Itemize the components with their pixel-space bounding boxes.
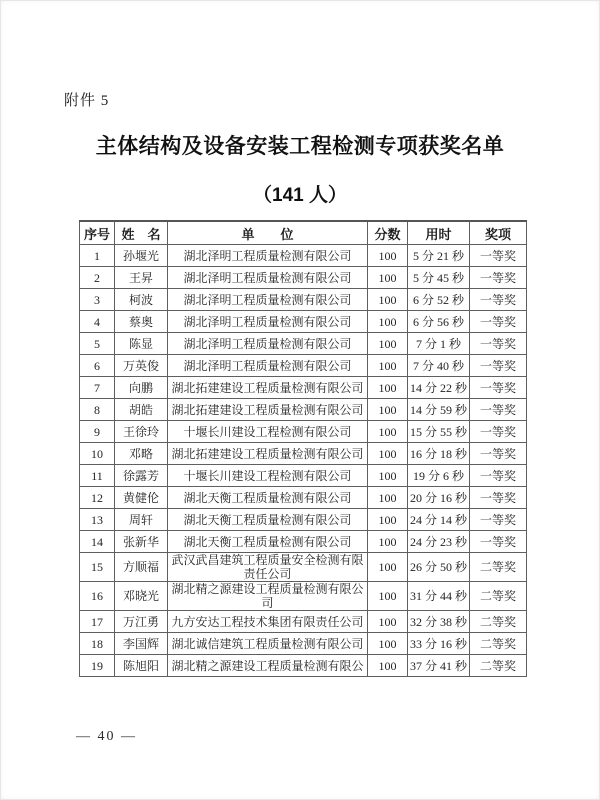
cell-name: 周轩	[115, 509, 168, 531]
cell-score: 100	[368, 355, 408, 377]
cell-name: 陈显	[115, 333, 168, 355]
cell-time: 15 分 55 秒	[408, 421, 470, 443]
table-row	[80, 355, 527, 377]
cell-no: 6	[80, 355, 115, 377]
cell-score: 100	[368, 509, 408, 531]
cell-score: 100	[368, 611, 408, 633]
table-row	[80, 487, 527, 509]
table-row	[80, 267, 527, 289]
cell-time: 24 分 14 秒	[408, 509, 470, 531]
cell-no: 4	[80, 311, 115, 333]
table-body	[80, 245, 527, 677]
cell-unit: 湖北拓建建设工程质量检测有限公司	[168, 399, 368, 421]
cell-score: 100	[368, 531, 408, 553]
cell-name: 向鹏	[115, 377, 168, 399]
cell-no: 13	[80, 509, 115, 531]
table-row	[80, 333, 527, 355]
cell-name: 黄健伦	[115, 487, 168, 509]
cell-unit: 湖北泽明工程质量检测有限公司	[168, 333, 368, 355]
cell-unit: 湖北精之源建设工程质量检测有限公	[168, 655, 368, 677]
cell-unit: 十堰长川建设工程检测有限公司	[168, 465, 368, 487]
cell-no: 18	[80, 633, 115, 655]
cell-no: 10	[80, 443, 115, 465]
col-header-score: 分数	[368, 221, 408, 245]
cell-award: 一等奖	[470, 487, 527, 509]
cell-score: 100	[368, 421, 408, 443]
table-row	[80, 465, 527, 487]
cell-score: 100	[368, 311, 408, 333]
cell-award: 一等奖	[470, 421, 527, 443]
col-header-time: 用时	[408, 221, 470, 245]
cell-no: 19	[80, 655, 115, 677]
header-row	[80, 221, 527, 245]
cell-award: 一等奖	[470, 531, 527, 553]
cell-score: 100	[368, 582, 408, 611]
table-row	[80, 443, 527, 465]
cell-time: 26 分 50 秒	[408, 553, 470, 582]
table-row	[80, 655, 527, 677]
cell-unit: 湖北天衡工程质量检测有限公司	[168, 509, 368, 531]
cell-time: 24 分 23 秒	[408, 531, 470, 553]
cell-award: 二等奖	[470, 655, 527, 677]
cell-unit: 湖北拓建建设工程质量检测有限公司	[168, 443, 368, 465]
cell-award: 一等奖	[470, 311, 527, 333]
cell-unit: 湖北泽明工程质量检测有限公司	[168, 289, 368, 311]
cell-award: 一等奖	[470, 509, 527, 531]
cell-name: 张新华	[115, 531, 168, 553]
cell-no: 15	[80, 553, 115, 582]
page-title: 主体结构及设备安装工程检测专项获奖名单	[95, 135, 505, 158]
cell-award: 一等奖	[470, 465, 527, 487]
cell-score: 100	[368, 633, 408, 655]
cell-name: 蔡奥	[115, 311, 168, 333]
cell-award: 一等奖	[470, 333, 527, 355]
table-row	[80, 611, 527, 633]
cell-award: 二等奖	[470, 553, 527, 582]
cell-name: 陈旭阳	[115, 655, 168, 677]
table-header	[80, 221, 527, 245]
cell-unit: 湖北泽明工程质量检测有限公司	[168, 355, 368, 377]
table-row	[80, 245, 527, 267]
cell-score: 100	[368, 399, 408, 421]
cell-time: 19 分 6 秒	[408, 465, 470, 487]
cell-score: 100	[368, 443, 408, 465]
table-row	[80, 399, 527, 421]
cell-no: 9	[80, 421, 115, 443]
cell-time: 6 分 56 秒	[408, 311, 470, 333]
cell-award: 一等奖	[470, 355, 527, 377]
cell-award: 一等奖	[470, 289, 527, 311]
table-row	[80, 377, 527, 399]
cell-time: 7 分 1 秒	[408, 333, 470, 355]
cell-unit: 湖北天衡工程质量检测有限公司	[168, 487, 368, 509]
page-number: — 40 —	[76, 729, 137, 744]
cell-no: 17	[80, 611, 115, 633]
cell-time: 16 分 18 秒	[408, 443, 470, 465]
cell-time: 14 分 22 秒	[408, 377, 470, 399]
col-header-no: 序号	[80, 221, 115, 245]
cell-score: 100	[368, 267, 408, 289]
cell-name: 万江勇	[115, 611, 168, 633]
col-header-name: 姓 名	[115, 221, 168, 245]
cell-unit: 武汉武昌建筑工程质量安全检测有限责任公司	[168, 553, 368, 582]
cell-no: 5	[80, 333, 115, 355]
cell-unit: 湖北天衡工程质量检测有限公司	[168, 531, 368, 553]
table-row	[80, 311, 527, 333]
cell-name: 王徐玲	[115, 421, 168, 443]
cell-award: 一等奖	[470, 245, 527, 267]
cell-award: 一等奖	[470, 443, 527, 465]
cell-award: 二等奖	[470, 611, 527, 633]
cell-score: 100	[368, 245, 408, 267]
award-table	[79, 220, 527, 677]
cell-name: 孙堰光	[115, 245, 168, 267]
cell-score: 100	[368, 553, 408, 582]
cell-time: 14 分 59 秒	[408, 399, 470, 421]
cell-score: 100	[368, 465, 408, 487]
col-header-unit: 单 位	[168, 221, 368, 245]
cell-name: 方顺福	[115, 553, 168, 582]
cell-name: 徐露芳	[115, 465, 168, 487]
cell-time: 5 分 45 秒	[408, 267, 470, 289]
cell-award: 二等奖	[470, 633, 527, 655]
cell-score: 100	[368, 289, 408, 311]
cell-unit: 湖北诚信建筑工程质量检测有限公司	[168, 633, 368, 655]
cell-name: 邓略	[115, 443, 168, 465]
cell-time: 37 分 41 秒	[408, 655, 470, 677]
cell-award: 二等奖	[470, 582, 527, 611]
cell-score: 100	[368, 487, 408, 509]
table-row	[80, 509, 527, 531]
cell-name: 柯波	[115, 289, 168, 311]
cell-award: 一等奖	[470, 267, 527, 289]
attachment-label: 附件 5	[64, 93, 110, 109]
cell-time: 32 分 38 秒	[408, 611, 470, 633]
table-row	[80, 421, 527, 443]
cell-unit: 湖北拓建建设工程质量检测有限公司	[168, 377, 368, 399]
cell-unit: 湖北泽明工程质量检测有限公司	[168, 311, 368, 333]
cell-name: 胡皓	[115, 399, 168, 421]
cell-no: 8	[80, 399, 115, 421]
cell-time: 6 分 52 秒	[408, 289, 470, 311]
cell-score: 100	[368, 333, 408, 355]
cell-name: 万英俊	[115, 355, 168, 377]
col-header-award: 奖项	[470, 221, 527, 245]
cell-name: 王昇	[115, 267, 168, 289]
cell-no: 12	[80, 487, 115, 509]
cell-score: 100	[368, 655, 408, 677]
table-row	[80, 289, 527, 311]
cell-unit: 湖北精之源建设工程质量检测有限公司	[168, 582, 368, 611]
cell-time: 5 分 21 秒	[408, 245, 470, 267]
cell-time: 7 分 40 秒	[408, 355, 470, 377]
cell-unit: 湖北泽明工程质量检测有限公司	[168, 245, 368, 267]
cell-time: 33 分 16 秒	[408, 633, 470, 655]
cell-time: 20 分 16 秒	[408, 487, 470, 509]
cell-unit: 九方安达工程技术集团有限责任公司	[168, 611, 368, 633]
cell-no: 14	[80, 531, 115, 553]
page-subtitle: （141 人）	[253, 185, 347, 206]
table-row	[80, 582, 527, 611]
cell-award: 一等奖	[470, 377, 527, 399]
cell-no: 7	[80, 377, 115, 399]
cell-no: 3	[80, 289, 115, 311]
cell-unit: 湖北泽明工程质量检测有限公司	[168, 267, 368, 289]
cell-no: 1	[80, 245, 115, 267]
table-row	[80, 531, 527, 553]
cell-no: 2	[80, 267, 115, 289]
table-row	[80, 553, 527, 582]
cell-name: 李国辉	[115, 633, 168, 655]
cell-no: 16	[80, 582, 115, 611]
cell-unit: 十堰长川建设工程检测有限公司	[168, 421, 368, 443]
table-row	[80, 633, 527, 655]
cell-name: 邓晓光	[115, 582, 168, 611]
cell-time: 31 分 44 秒	[408, 582, 470, 611]
cell-award: 一等奖	[470, 399, 527, 421]
cell-no: 11	[80, 465, 115, 487]
cell-score: 100	[368, 377, 408, 399]
